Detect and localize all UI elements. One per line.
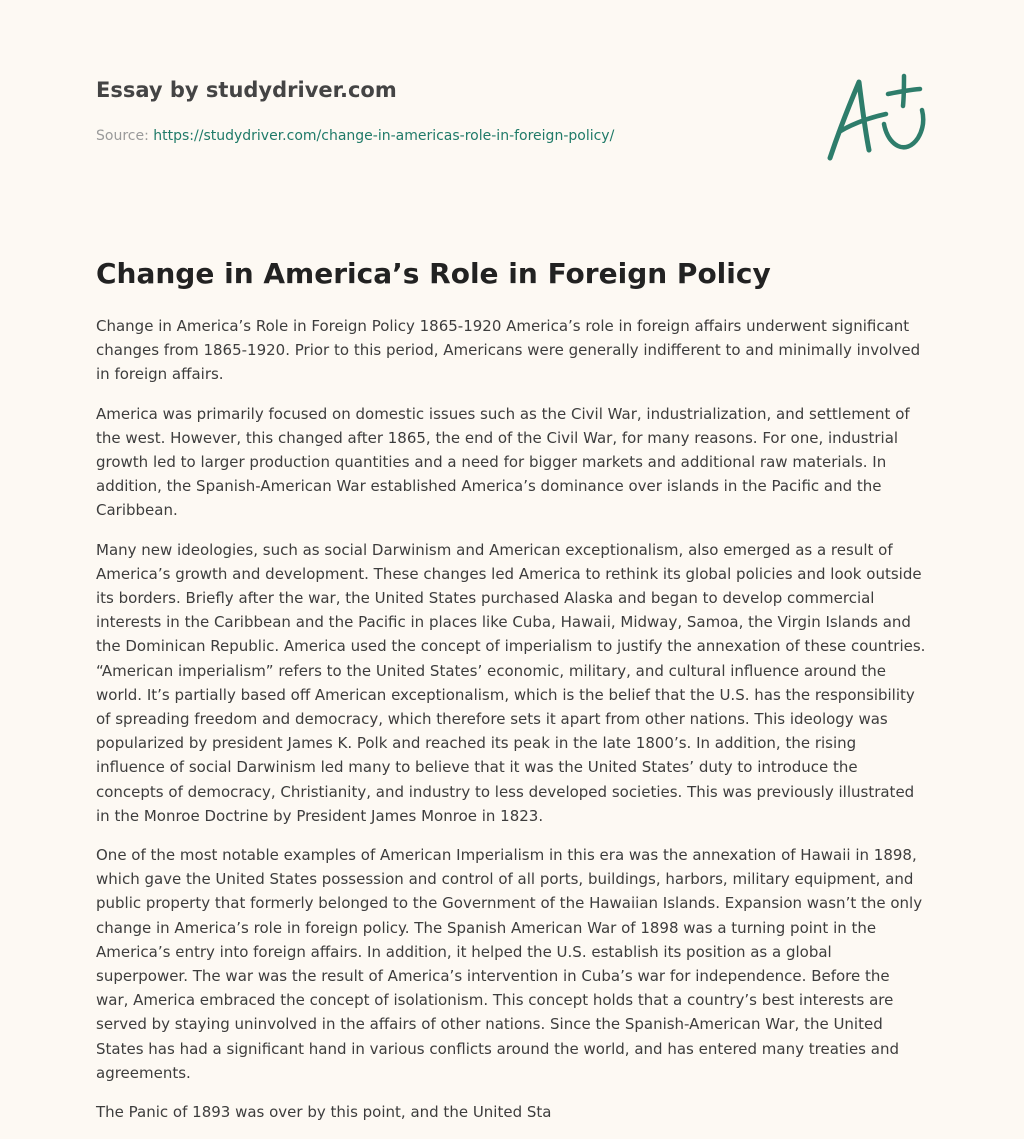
essay-paragraph: Many new ideologies, such as social Darwinism and American exceptionalism, also emerged as a result of America’s growth and development. These changes led America to rethink its global policies and look outside its borders. Briefly after the war, the United States purchased Alaska and began to develop commercial interests in the Caribbean and the Pacific in places like Cuba, Hawaii, Midway, Samoa, the Virgin Islands and the Dominican Republic. America used the concept of imperialism to justify the annexation of these countries. “American imperialism” refers to the United States’ economic, military, and cultural influence around the world. It’s partially based off American exceptionalism, which is the belief that the U.S. has the responsibility of spreading freedom and democracy, which therefore sets it apart from other nations. This ideology was popularized by president James K. Polk and reached its peak in the late 1800’s. In addition, the rising influence of social Darwinism led many to believe that it was the United States’ duty to introduce the concepts of democracy, Christianity, and industry to less developed societies. This was previously illustrated in the Monroe Doctrine by President James Monroe in 1823.: [96, 540, 926, 825]
source-line: [96, 126, 816, 146]
brand-title: Essay by studydriver.com: [96, 78, 397, 102]
source-link[interactable]: https://studydriver.com/change-in-americas-role-in-foreign-policy/: [153, 128, 615, 144]
essay-paragraph: America was primarily focused on domestic issues such as the Civil War, industrialization, and settlement of the west. However, this changed after 1865, the end of the Civil War, for many reasons. For one, industrial growth led to larger production quantities and a need for bigger markets and additional raw materials. In addition, the Spanish-American War established America’s dominance over islands in the Pacific and the Caribbean.: [96, 404, 910, 520]
essay-paragraph: The Panic of 1893 was over by this point, and the United Sta: [96, 1103, 552, 1122]
essay-body: [96, 314, 926, 1139]
a-plus-logo-icon: [822, 68, 928, 164]
page-header: [96, 76, 816, 146]
essay-paragraph: One of the most notable examples of American Imperialism in this era was the annexation of Hawaii in 1898, which gave the United States possession and control of all ports, buildings, harbors, military equipment, and public property that formerly belonged to the Government of the Hawaiian Islands. Expansion wasn’t the only change in America’s role in foreign policy. The Spanish American War of 1898 was a turning point in the America’s entry into foreign affairs. In addition, it helped the U.S. establish its position as a global superpower. The war was the result of America’s intervention in Cuba’s war for independence. Before the war, America embraced the concept of isolationism. This concept holds that a country’s best interests are served by staying uninvolved in the affairs of other nations. Since the Spanish-American War, the United States has had a significant hand in various conflicts around the world, and has entered many treaties and agreements.: [96, 846, 923, 1082]
essay-title: Change in America’s Role in Foreign Policy: [96, 257, 771, 290]
source-label: Source:: [96, 128, 149, 144]
essay-paragraph: Change in America’s Role in Foreign Policy 1865-1920 America’s role in foreign affairs underwent significant changes from 1865-1920. Prior to this period, Americans were generally indifferent to and minimally involved in foreign affairs.: [96, 317, 921, 384]
